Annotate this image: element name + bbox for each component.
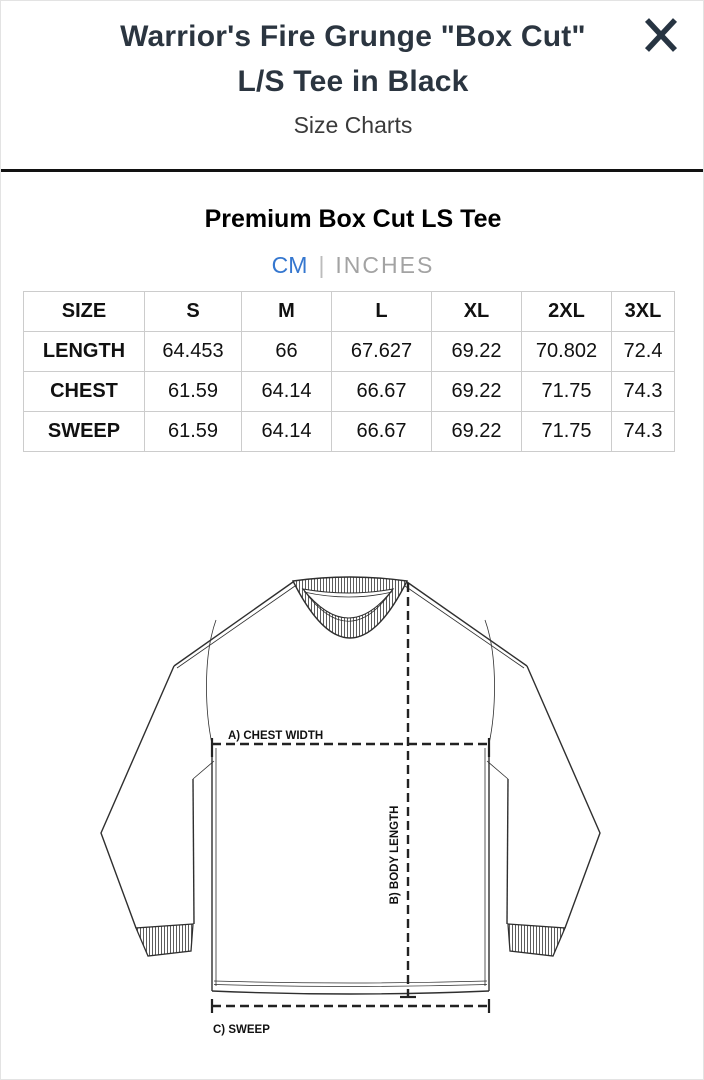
chest-width-label: A) CHEST WIDTH [228, 730, 324, 742]
table-cell: 69.22 [432, 332, 522, 372]
sweep-label: C) SWEEP [213, 1024, 270, 1036]
modal-title-line2: L/S Tee in Black [237, 65, 469, 98]
row-label: SWEEP [24, 412, 145, 452]
table-cell: 69.22 [432, 412, 522, 452]
table-cell: 71.75 [522, 372, 612, 412]
product-name-heading: Premium Box Cut LS Tee [204, 205, 502, 233]
unit-tab-cm[interactable]: CM [271, 252, 308, 278]
modal-title [1, 14, 704, 104]
table-row-length [24, 332, 675, 372]
table-cell: 64.14 [242, 412, 332, 452]
table-cell: 67.627 [332, 332, 432, 372]
table-header-cell: SIZE [24, 292, 145, 332]
table-cell: 61.59 [145, 412, 242, 452]
table-cell: 66.67 [332, 372, 432, 412]
row-label: LENGTH [24, 332, 145, 372]
unit-toggle [1, 252, 704, 279]
table-cell: 69.22 [432, 372, 522, 412]
body-length-line [389, 583, 416, 998]
right-armhole-seam [485, 620, 495, 744]
table-header-cell: S [145, 292, 242, 332]
chest-width-line [212, 730, 489, 757]
table-header-cell: XL [432, 292, 522, 332]
table-cell: 64.453 [145, 332, 242, 372]
table-header-cell: 3XL [612, 292, 675, 332]
table-header-row [24, 292, 675, 332]
sweep-line [212, 999, 489, 1036]
row-label: CHEST [24, 372, 145, 412]
left-armhole-seam [206, 620, 216, 744]
table-cell: 66 [242, 332, 332, 372]
table-cell: 74.3 [612, 412, 675, 452]
size-table [23, 291, 675, 452]
unit-separator: | [318, 252, 325, 278]
table-header-cell: M [242, 292, 332, 332]
table-header-cell: 2XL [522, 292, 612, 332]
table-cell: 66.67 [332, 412, 432, 452]
garment-diagram [1, 556, 704, 1080]
table-header-cell: L [332, 292, 432, 332]
table-cell: 61.59 [145, 372, 242, 412]
unit-tab-inches[interactable]: INCHES [335, 252, 435, 278]
body-length-label: B) BODY LENGTH [389, 805, 401, 905]
table-cell: 74.3 [612, 372, 675, 412]
table-row-sweep [24, 412, 675, 452]
shirt-body [206, 620, 494, 994]
close-icon [639, 13, 683, 57]
header-divider [1, 169, 704, 172]
modal-title-line1: Warrior's Fire Grunge "Box Cut" [120, 20, 586, 53]
close-button[interactable] [639, 13, 683, 57]
table-cell: 64.14 [242, 372, 332, 412]
modal-subtitle: Size Charts [293, 112, 413, 138]
right-sleeve [487, 666, 600, 956]
table-cell: 72.4 [612, 332, 675, 372]
table-cell: 71.75 [522, 412, 612, 452]
collar [293, 577, 407, 638]
right-cuff [508, 924, 565, 956]
table-cell: 70.802 [522, 332, 612, 372]
table-row-chest [24, 372, 675, 412]
left-sleeve [101, 666, 214, 956]
left-cuff [136, 924, 193, 956]
